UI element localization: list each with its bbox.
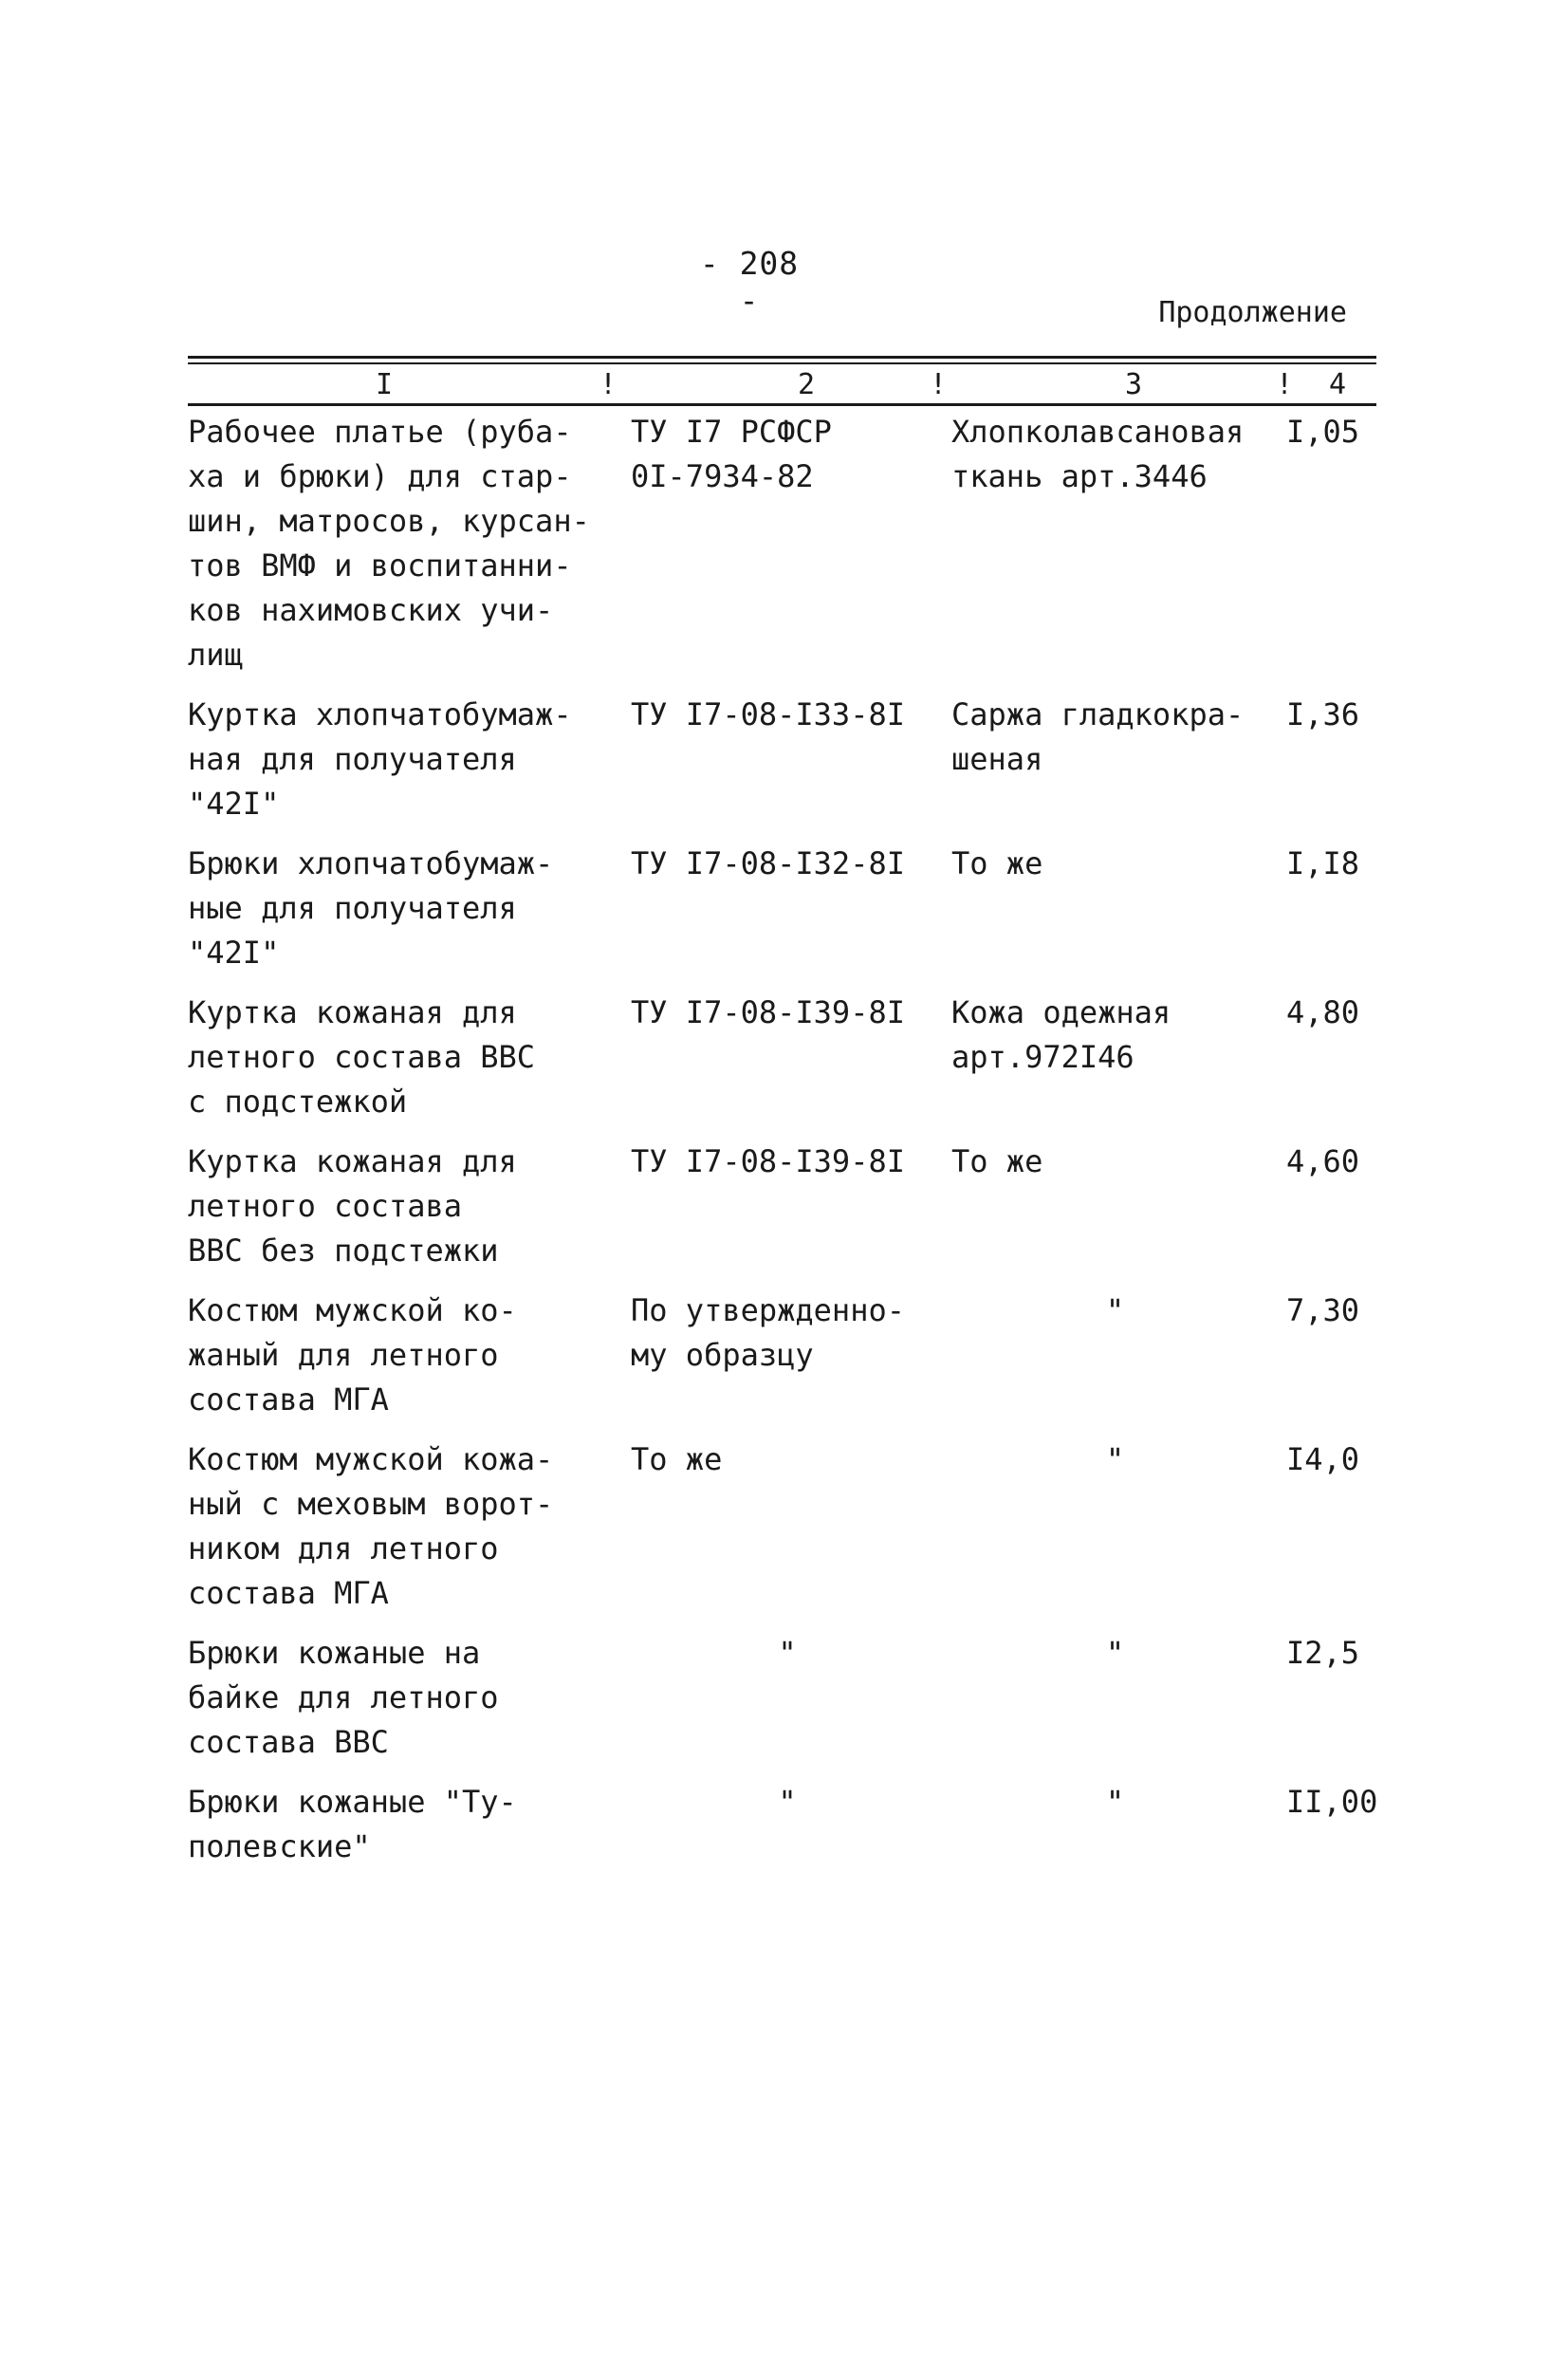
table-row	[188, 991, 1400, 1140]
item-value: I2,5	[1286, 1635, 1360, 1671]
item-name: Брюки кожаные на байке для летного состава ВВС	[188, 1635, 499, 1760]
item-name: Костюм мужской ко- жаный для летного состава МГА	[188, 1292, 517, 1418]
item-name: Брюки хлопчатобумаж- ные для получателя "42I"	[188, 845, 554, 971]
item-value: 4,60	[1286, 1143, 1360, 1179]
item-name: Куртка кожаная для летного состава ВВС без подстежки	[188, 1143, 517, 1269]
table-top-rule	[188, 356, 1376, 359]
item-standard: ТУ I7 РСФСР 0I-7934-82	[631, 414, 832, 494]
item-material: "	[1105, 1441, 1125, 1477]
item-name: Куртка кожаная для летного состава ВВС с подстежкой	[188, 994, 536, 1120]
item-value: I,05	[1286, 414, 1360, 450]
item-standard: ТУ I7-08-I39-8I	[631, 994, 905, 1030]
item-standard: То же	[631, 1441, 723, 1477]
item-material: "	[1105, 1292, 1125, 1328]
table-row	[188, 1288, 1400, 1437]
item-standard: По утвержденно- му образцу	[631, 1292, 905, 1373]
item-material: Хлопколавсановая ткань арт.3446	[951, 414, 1245, 494]
table-row	[188, 1631, 1400, 1780]
item-material: То же	[951, 845, 1043, 881]
column-separator: !	[1276, 368, 1294, 401]
item-value: I4,0	[1286, 1441, 1360, 1477]
table-row	[188, 842, 1400, 991]
item-material: Саржа гладкокра- шеная	[951, 696, 1245, 777]
item-name: Куртка хлопчатобумаж- ная для получателя "42I"	[188, 696, 572, 822]
column-header-4: 4	[1328, 368, 1347, 401]
table-row	[188, 1140, 1400, 1288]
table-row	[188, 1437, 1400, 1631]
item-material: "	[1105, 1635, 1125, 1671]
table-top-rule-secondary	[188, 362, 1376, 364]
column-separator: !	[930, 368, 948, 401]
table-row	[188, 693, 1400, 842]
item-value: 4,80	[1286, 994, 1360, 1030]
item-standard: ТУ I7-08-I39-8I	[631, 1143, 905, 1179]
item-material: "	[1105, 1784, 1125, 1820]
item-standard: "	[778, 1635, 797, 1671]
item-name: Рабочее платье (руба- ха и брюки) для стар- шин, матросов, курсан- тов ВМФ и воспитанни- ков нахимовских учи- лищ	[188, 414, 590, 673]
item-standard: ТУ I7-08-I32-8I	[631, 845, 905, 881]
column-header-2: 2	[797, 368, 816, 401]
column-header-3: 3	[1124, 368, 1143, 401]
item-value: I,36	[1286, 696, 1360, 732]
table-row	[188, 1780, 1400, 1869]
item-name: Костюм мужской кожа- ный с меховым ворот- ником для летного состава МГА	[188, 1441, 554, 1611]
column-header-1: I	[375, 368, 394, 401]
item-material: То же	[951, 1143, 1043, 1179]
item-value: 7,30	[1286, 1292, 1360, 1328]
page-number: - 208 -	[699, 245, 800, 319]
item-value: I,I8	[1286, 845, 1360, 881]
materials-table	[188, 410, 1400, 1869]
continuation-label: Продолжение	[1158, 296, 1347, 329]
item-name: Брюки кожаные "Ту- полевские"	[188, 1784, 517, 1864]
item-value: II,00	[1286, 1784, 1378, 1820]
item-material: Кожа одежная арт.972I46	[951, 994, 1171, 1075]
item-standard: "	[778, 1784, 797, 1820]
item-standard: ТУ I7-08-I33-8I	[631, 696, 905, 732]
table-row	[188, 410, 1400, 693]
table-header-bottom-rule	[188, 403, 1376, 406]
column-separator: !	[600, 368, 618, 401]
